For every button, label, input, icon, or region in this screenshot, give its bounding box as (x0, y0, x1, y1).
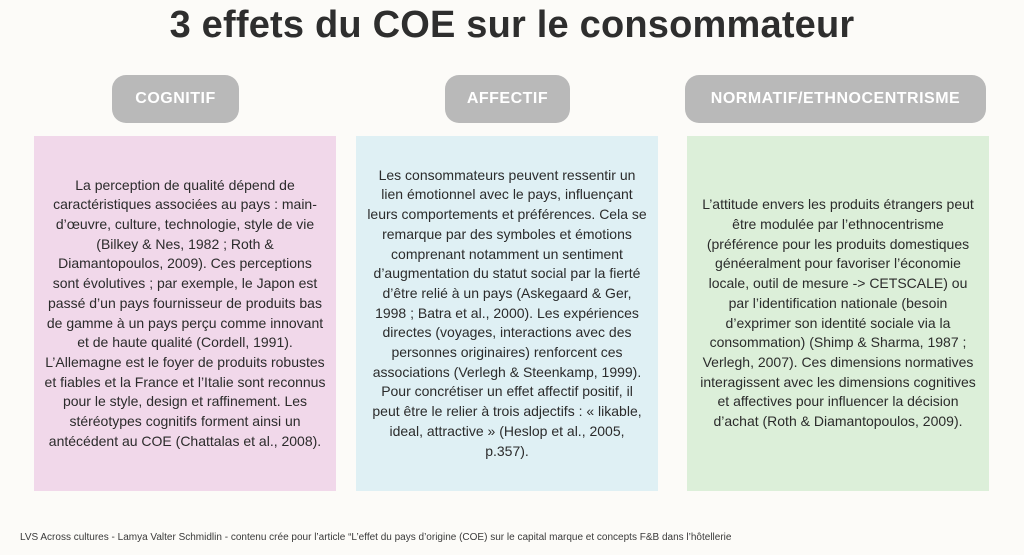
footer-credit: LVS Across cultures - Lamya Valter Schmidlin - contenu crée pour l’article “L’effet du pays d’origine (COE) sur le capital marque et concepts F&B dans l’hôtellerie (20, 532, 732, 543)
card-affectif (356, 136, 658, 491)
heading-normatif: NORMATIF/ETHNOCENTRISME (685, 75, 986, 123)
card-affectif-text: Les consommateurs peuvent ressentir un lien émotionnel avec le pays, influençant leurs comportements et préférences. Cela se remarque par des symboles et émotions comprenant notamment un sentiment d’augmentation du statut social par la fierté d’être relié à un pays (Askegaard & Ger, 1998 ; Batra et al., 2000). Les expériences directes (voyages, interactions avec des personnes originaires) renforcent ces associations (Verlegh & Steenkamp, 1999). Pour concrétiser un effet affectif positif, il peut être le relier à trois adjectifs : « likable, ideal, attractive » (Heslop et al., 2005, p.357). (367, 166, 647, 459)
card-cognitif-text: La perception de qualité dépend de caractéristiques associées au pays : main-d’œuvre, culture, technologie, style de vie (Bilkey & Nes, 1982 ; Roth & Diamantopoulos, 2009). Ces perceptions sont évolutives ; par exemple, le Japon est passé d’un pays fournisseur de produits bas de gamme à un pays perçu comme innovant et de haute qualité (Cordell, 1991). L’Allemagne est le foyer de produits robustes et fiables et la France et l’Italie sont reconnus pour le style, design et raffinement. Les stéréotypes cognitifs forment ainsi un antécédent au COE (Chattalas et al., 2008). (44, 176, 326, 449)
card-normatif-text: L’attitude envers les produits étrangers peut être modulée par l’ethnocentrisme (préférence pour les produits domestiques généeralment pour favoriser l’économie locale, outil de mesure -> CETSCALE) ou par l’identification nationale (besoin d’exprimer son identité sociale via la consommation) (Shimp & Sharma, 1987 ; Verlegh, 2007). Ces dimensions normatives interagissent avec les dimensions cognitives et affectives pour influencer la décision d’achat (Roth & Diamantopoulos, 2009). (700, 196, 976, 430)
card-cognitif (34, 136, 336, 491)
heading-affectif: AFFECTIF (445, 75, 570, 123)
card-normatif (687, 136, 989, 491)
page-title: 3 effets du COE sur le consommateur (169, 4, 855, 46)
heading-cognitif: COGNITIF (112, 75, 239, 123)
